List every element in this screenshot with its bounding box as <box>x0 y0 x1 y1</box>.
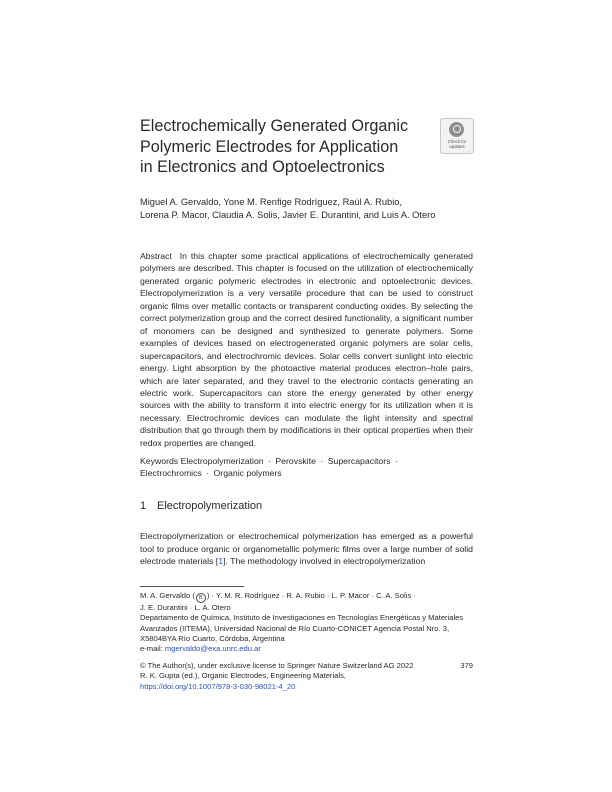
email-link[interactable]: mgervaldo@exa.unrc.edu.ar <box>164 644 261 654</box>
affiliation-dept-line-3: X5804BYA Río Cuarto, Córdoba, Argentina <box>140 633 285 643</box>
badge-text-line-2: updates <box>449 144 465 149</box>
page-number: 379 <box>460 661 473 670</box>
affiliation-authors-text-b: ) · Y. M. R. Rodríguez · R. A. Rubio · L. P. Macor · C. A. Solis · <box>206 591 416 600</box>
body-paragraph <box>140 530 473 568</box>
body-text-start: Electropolymerization or electrochemical polymerization has emerged as a powerful tool to produce organic or organometallic polymeric films over a large number of solid electrode materials [ <box>140 531 473 566</box>
keywords-label: Keywords <box>140 456 179 466</box>
keywords <box>140 455 473 480</box>
keyword-item: Perovskite <box>275 456 316 466</box>
body-text-end: ]. The methodology involved in electropolymerization <box>223 556 426 566</box>
email-label: e-mail: <box>140 644 165 654</box>
check-for-updates-label <box>441 139 473 149</box>
chapter-title <box>140 116 440 178</box>
corresponding-author-icon: B <box>196 593 206 603</box>
author-list <box>140 196 480 221</box>
copyright-line-2: R. K. Gupta (ed.), Organic Electrodes, Engineering Materials, <box>140 671 346 681</box>
section-title: Electropolymerization <box>157 500 263 512</box>
affiliation-authors-line-1 <box>140 591 480 603</box>
check-for-updates-badge[interactable] <box>440 118 474 154</box>
affiliation-authors-line-2: J. E. Durantini · L. A. Otero <box>140 603 231 612</box>
keyword-item: Electrochromics <box>140 468 202 479</box>
doi-line <box>140 682 473 692</box>
badge-text-line-1: Check for <box>447 139 467 144</box>
title-line-2: Polymeric Electrodes for Application <box>140 137 399 156</box>
affiliation-authors-text-a: M. A. Gervaldo ( <box>140 591 195 600</box>
abstract <box>140 250 473 449</box>
title-line-1: Electrochemically Generated Organic <box>140 117 409 135</box>
keyword-separator: · <box>320 456 324 466</box>
check-for-updates-icon <box>449 122 464 137</box>
footnote-divider <box>140 586 244 587</box>
affiliation-email-line <box>140 644 480 654</box>
keyword-separator: · <box>268 456 271 466</box>
copyright-block <box>140 661 473 692</box>
abstract-text: In this chapter some practical applications of electrochemically generated polymers are described. This chapter is focused on the utilization of electrochemically generated organic polymeric electrodes in electronic and optoelectronic devices. Electropolymerization is a very versatile procedure that can be used to construct organic films over metallic contacts or transparent conducting oxides. By selecting the correct polymerization group and the correct desired functionality, a significant number of monomers can be designed and synthesized to generate polymers. Some examples of devices based on electrogenerated organic polymers are solar cells, supercapacitors, and electrochromic devices. Solar cells convert sunlight into electric energy. Light absorption by the photoactive material produces electron–hole pairs, which are later separated, and they travel to the electronic contacts generating an electric work. Supercapacitors can store the energy generated by other energy sources with the ability to transform it into electric energy for its utilization when it is necessary. Electrochromic devices can modulate the light intensity and spectral distribution that go through them by modifications in their optical properties when their redox properties are changed. <box>140 251 473 448</box>
affiliation-block <box>140 591 480 654</box>
section-heading <box>140 499 473 513</box>
keyword-item: Supercapacitors <box>327 456 391 466</box>
authors-line-1: Miguel A. Gervaldo, Yone M. Renfige Rodríguez, Raúl A. Rubio, <box>140 197 403 207</box>
copyright-line-1: © The Author(s), under exclusive license to Springer Nature Switzerland AG 2022 <box>140 661 414 670</box>
doi-link[interactable]: https://doi.org/10.1007/978-3-030-98021-4_20 <box>140 681 296 691</box>
keyword-separator: · <box>206 468 210 479</box>
abstract-label: Abstract <box>140 251 172 261</box>
affiliation-dept-line-1: Departamento de Química, Instituto de Investigaciones en Tecnologías Energéticas y Materiales <box>140 613 464 623</box>
keyword-separator: · <box>394 456 398 466</box>
citation-link[interactable]: 1 <box>218 556 224 566</box>
authors-line-2: Lorena P. Macor, Claudia A. Solis, Javier E. Durantini, and Luis A. Otero <box>140 209 436 220</box>
section-number: 1 <box>140 500 147 512</box>
keyword-item: Electropolymerization <box>180 456 264 466</box>
affiliation-dept-line-2: Avanzados (IITEMA), Universidad Nacional de Río Cuarto-CONICET Agencia Postal Nro. 3, <box>140 623 450 633</box>
keyword-item: Organic polymers <box>213 468 282 479</box>
title-line-3: in Electronics and Optoelectronics <box>140 158 385 176</box>
